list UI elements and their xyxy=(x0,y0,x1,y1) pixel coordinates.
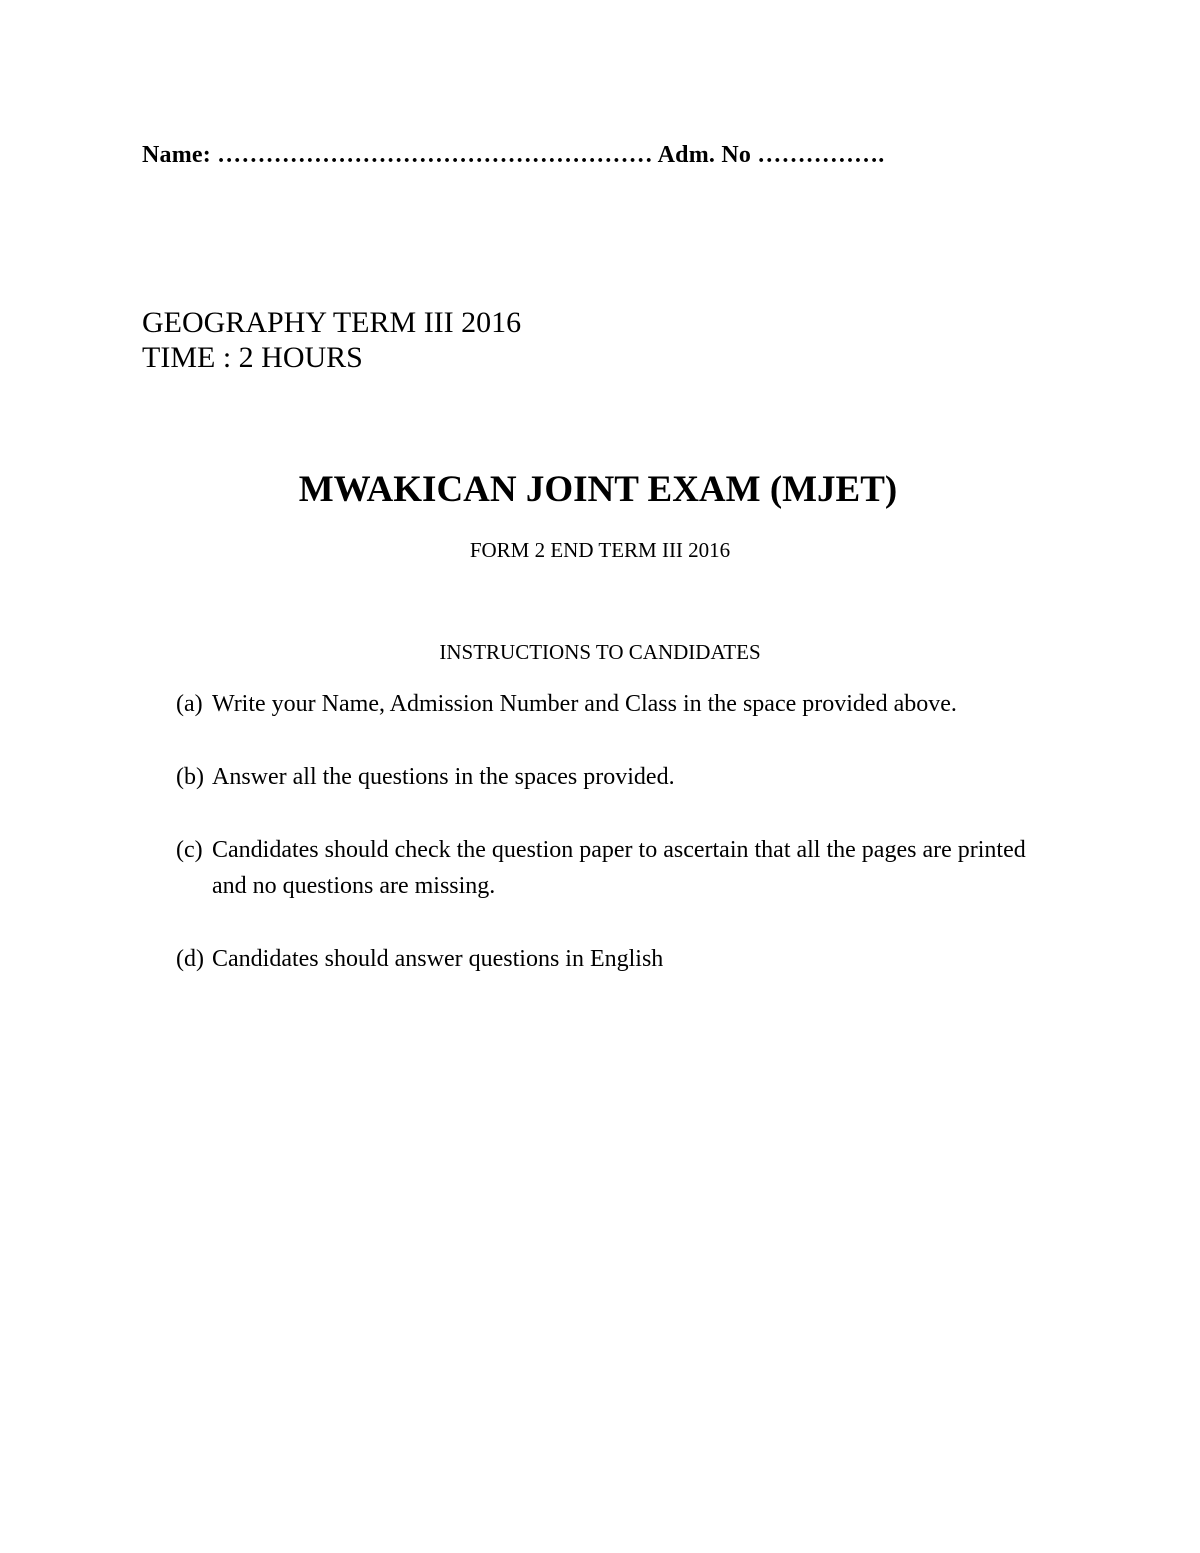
exam-title-text: MWAKICAN JOINT EXAM (MJET) xyxy=(298,469,898,510)
instruction-item xyxy=(176,759,1056,795)
instruction-marker: (d) xyxy=(176,946,204,972)
subject-block xyxy=(142,305,521,375)
instruction-marker: (b) xyxy=(176,764,204,790)
exam-title xyxy=(0,468,1200,511)
instruction-item xyxy=(176,941,1056,977)
instruction-text: Answer all the questions in the spaces provided. xyxy=(212,764,675,790)
instruction-item xyxy=(176,686,1056,722)
instruction-text: Write your Name, Admission Number and Class in the space provided above. xyxy=(212,691,957,717)
instruction-item xyxy=(176,832,1056,904)
exam-duration: TIME : 2 HOURS xyxy=(142,341,363,374)
exam-subtitle: FORM 2 END TERM III 2016 xyxy=(469,538,731,562)
instructions-heading: INSTRUCTIONS TO CANDIDATES xyxy=(439,640,761,664)
instructions-list xyxy=(176,686,1056,1014)
instruction-text: Candidates should answer questions in English xyxy=(212,946,664,972)
subject-term: GEOGRAPHY TERM III 2016 xyxy=(142,306,522,339)
instruction-marker: (c) xyxy=(176,837,203,863)
name-admission-line: Name: ……………………………………………… Adm. No ……………. xyxy=(142,142,885,168)
instruction-marker: (a) xyxy=(176,691,203,717)
instruction-text: Candidates should check the question paper to ascertain that all the pages are printed and no questions are missing. xyxy=(212,837,1026,899)
